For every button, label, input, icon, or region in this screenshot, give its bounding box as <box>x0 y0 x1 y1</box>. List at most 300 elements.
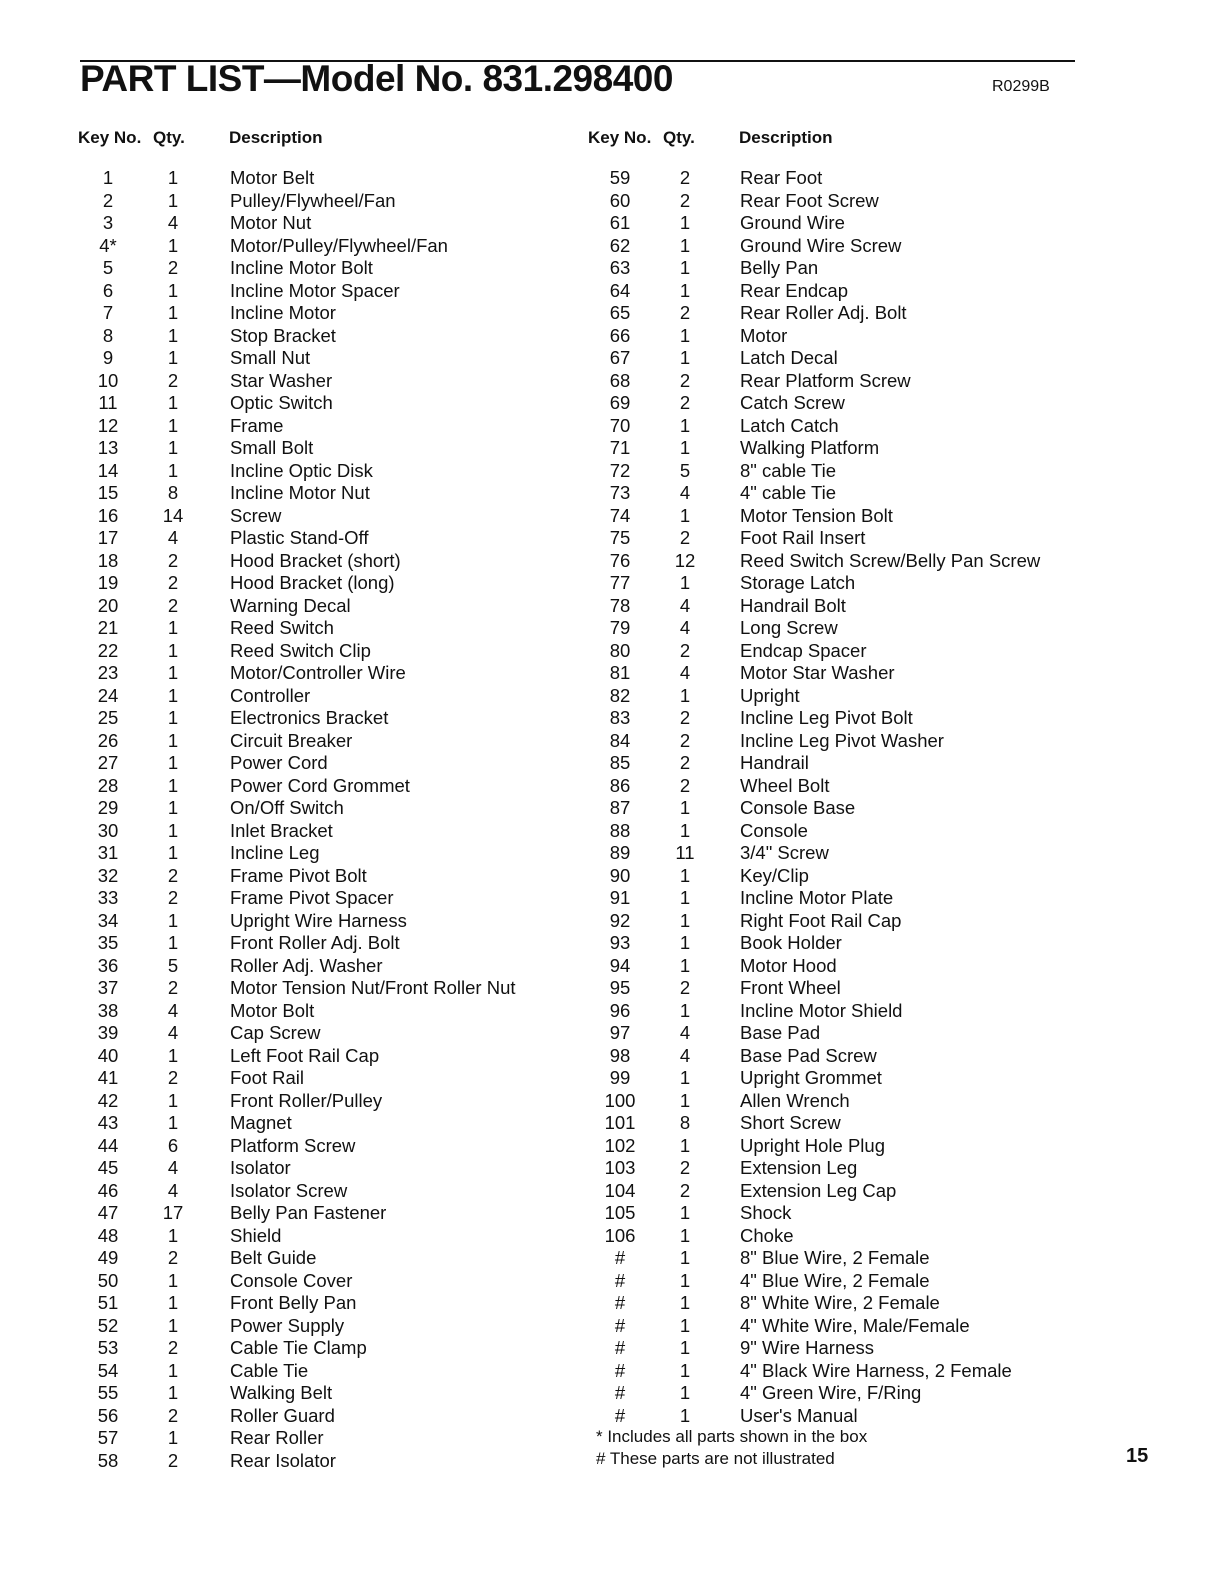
part-qty: 8 <box>679 1112 691 1133</box>
part-row <box>590 370 1070 393</box>
part-description: Allen Wrench <box>740 1089 850 1111</box>
part-description: Upright Hole Plug <box>740 1134 885 1156</box>
part-qty: 17 <box>162 1202 184 1223</box>
note-included-parts: * Includes all parts shown in the box <box>596 1427 868 1446</box>
part-key-no: # <box>614 1359 626 1381</box>
part-description: Console <box>740 819 808 841</box>
part-description: Left Foot Rail Cap <box>230 1044 380 1066</box>
part-description: Plastic Stand-Off <box>230 527 369 548</box>
part-qty: 2 <box>167 1067 179 1088</box>
part-row <box>78 190 558 213</box>
part-qty: 1 <box>679 819 691 841</box>
part-row <box>78 910 558 933</box>
part-row <box>78 977 558 1000</box>
part-qty: 1 <box>167 1382 179 1403</box>
part-row <box>78 1450 558 1473</box>
part-key-no: 13 <box>97 437 119 458</box>
part-key-no: 70 <box>609 414 631 436</box>
part-qty: 2 <box>167 1247 179 1268</box>
part-row <box>78 1427 558 1450</box>
part-description: On/Off Switch <box>230 797 344 818</box>
part-description: Pulley/Flywheel/Fan <box>230 189 396 211</box>
part-description: 3/4" Screw <box>740 842 829 863</box>
part-description: Right Foot Rail Cap <box>740 909 902 931</box>
part-description: Circuit Breaker <box>230 729 353 751</box>
part-row <box>78 1202 558 1225</box>
part-description: Handrail <box>740 752 809 773</box>
part-description: Rear Foot <box>740 167 823 188</box>
part-qty: 2 <box>679 752 691 773</box>
part-key-no: 36 <box>97 954 119 976</box>
part-key-no: 89 <box>609 842 631 863</box>
part-qty: 1 <box>167 347 179 368</box>
part-key-no: 69 <box>609 392 631 413</box>
part-qty: 1 <box>167 324 179 346</box>
part-key-no: 17 <box>97 527 119 548</box>
note-not-illustrated: # These parts are not illustrated <box>596 1449 835 1468</box>
header-description: Description <box>739 128 833 147</box>
part-row <box>590 865 1070 888</box>
part-row <box>590 1405 1070 1428</box>
part-row <box>78 212 558 235</box>
part-description: Motor Star Washer <box>740 662 895 683</box>
part-description: Ground Wire <box>740 212 845 233</box>
part-row <box>78 820 558 843</box>
part-description: Motor/Pulley/Flywheel/Fan <box>230 234 448 256</box>
part-description: Frame Pivot Spacer <box>230 887 394 908</box>
part-description: Frame Pivot Bolt <box>230 864 367 886</box>
part-description: Incline Leg Pivot Bolt <box>740 707 913 728</box>
part-qty: 1 <box>679 797 691 818</box>
part-key-no: 46 <box>97 1179 119 1201</box>
part-description: Rear Endcap <box>740 279 848 301</box>
part-description: Cable Tie <box>230 1359 309 1381</box>
part-row <box>590 1225 1070 1248</box>
part-qty: 1 <box>167 1112 179 1133</box>
part-qty: 2 <box>167 864 179 886</box>
part-qty: 1 <box>679 1247 691 1268</box>
part-key-no: 4* <box>99 234 117 256</box>
part-qty: 1 <box>679 684 691 706</box>
part-description: Walking Platform <box>740 437 880 458</box>
part-key-no: 34 <box>97 909 119 931</box>
part-description: Motor Nut <box>230 212 312 233</box>
part-row <box>78 955 558 978</box>
part-qty: 2 <box>679 707 691 728</box>
part-description: Reed Switch <box>230 617 334 638</box>
part-row <box>590 820 1070 843</box>
part-key-no: 81 <box>609 662 631 683</box>
part-row <box>590 1202 1070 1225</box>
part-key-no: 42 <box>97 1089 119 1111</box>
part-qty: 12 <box>674 549 696 571</box>
part-key-no: 67 <box>609 347 631 368</box>
part-description: Motor Belt <box>230 167 315 188</box>
left-parts-list <box>78 167 558 1472</box>
part-qty: 2 <box>167 369 179 391</box>
part-key-no: 50 <box>97 1269 119 1291</box>
part-description: Incline Optic Disk <box>230 459 373 481</box>
part-qty: 1 <box>167 684 179 706</box>
page-title: PART LIST—Model No. 831.298400 <box>80 58 673 99</box>
part-description: Extension Leg Cap <box>740 1179 897 1201</box>
part-description: Endcap Spacer <box>740 639 867 661</box>
part-description: Stop Bracket <box>230 324 336 346</box>
part-key-no: 21 <box>97 617 119 638</box>
document-code: R0299B <box>992 78 1050 95</box>
part-row <box>78 775 558 798</box>
part-row <box>78 1000 558 1023</box>
part-qty: 1 <box>679 1314 691 1336</box>
part-description: 8" cable Tie <box>740 459 837 481</box>
part-description: Book Holder <box>740 932 842 953</box>
part-row <box>78 730 558 753</box>
part-row <box>590 190 1070 213</box>
part-key-no: 88 <box>609 819 631 841</box>
part-qty: 2 <box>679 1157 691 1178</box>
part-qty: 1 <box>167 842 179 863</box>
part-description: Belly Pan <box>740 257 819 278</box>
part-description: Reed Switch Clip <box>230 639 371 661</box>
part-row <box>590 1360 1070 1383</box>
part-row <box>590 1247 1070 1270</box>
part-key-no: 61 <box>609 212 631 233</box>
part-key-no: 106 <box>604 1224 636 1246</box>
part-key-no: 1 <box>102 167 114 188</box>
part-qty: 1 <box>167 459 179 481</box>
part-qty: 2 <box>679 189 691 211</box>
part-row <box>78 617 558 640</box>
part-qty: 2 <box>679 369 691 391</box>
part-row <box>590 505 1070 528</box>
part-qty: 1 <box>167 729 179 751</box>
part-description: Incline Motor Plate <box>740 887 894 908</box>
part-key-no: 8 <box>102 324 114 346</box>
part-row <box>590 1157 1070 1180</box>
part-description: Upright Wire Harness <box>230 909 407 931</box>
part-qty: 1 <box>167 414 179 436</box>
part-description: Star Washer <box>230 369 333 391</box>
part-description: Ground Wire Screw <box>740 234 902 256</box>
part-row <box>590 235 1070 258</box>
part-key-no: 48 <box>97 1224 119 1246</box>
part-row <box>590 1112 1070 1135</box>
part-row <box>78 1337 558 1360</box>
part-row <box>78 865 558 888</box>
part-row <box>78 1135 558 1158</box>
part-description: 4" cable Tie <box>740 482 837 503</box>
part-key-no: 65 <box>609 302 631 323</box>
part-key-no: 96 <box>609 999 631 1021</box>
part-key-no: 35 <box>97 932 119 953</box>
part-qty: 1 <box>679 572 691 593</box>
part-description: Warning Decal <box>230 594 351 616</box>
part-key-no: 66 <box>609 324 631 346</box>
part-description: Choke <box>740 1224 794 1246</box>
part-key-no: 31 <box>97 842 119 863</box>
part-description: Incline Leg <box>230 842 320 863</box>
part-key-no: 87 <box>609 797 631 818</box>
part-key-no: 2 <box>102 189 114 211</box>
part-description: Isolator Screw <box>230 1179 348 1201</box>
part-qty: 2 <box>167 887 179 908</box>
part-qty: 1 <box>679 1382 691 1403</box>
part-description: Power Cord Grommet <box>230 774 410 796</box>
part-key-no: 14 <box>97 459 119 481</box>
part-row <box>590 482 1070 505</box>
part-qty: 1 <box>167 189 179 211</box>
part-row <box>78 1247 558 1270</box>
part-qty: 1 <box>679 1337 691 1358</box>
part-qty: 2 <box>167 1404 179 1426</box>
part-key-no: 6 <box>102 279 114 301</box>
part-key-no: 49 <box>97 1247 119 1268</box>
part-qty: 1 <box>679 1292 691 1313</box>
part-qty: 2 <box>167 549 179 571</box>
part-qty: 1 <box>167 909 179 931</box>
part-key-no: # <box>614 1404 626 1426</box>
part-qty: 1 <box>167 234 179 256</box>
part-description: Shock <box>740 1202 792 1223</box>
part-key-no: 37 <box>97 977 119 998</box>
part-description: Electronics Bracket <box>230 707 389 728</box>
part-description: Latch Catch <box>740 414 839 436</box>
part-qty: 2 <box>679 1179 691 1201</box>
part-row <box>78 932 558 955</box>
part-key-no: 85 <box>609 752 631 773</box>
part-row <box>78 347 558 370</box>
part-key-no: 52 <box>97 1314 119 1336</box>
part-row <box>590 1000 1070 1023</box>
part-description: Latch Decal <box>740 347 838 368</box>
part-row <box>78 1360 558 1383</box>
part-key-no: 9 <box>102 347 114 368</box>
part-row <box>590 392 1070 415</box>
part-qty: 2 <box>167 572 179 593</box>
part-row <box>590 280 1070 303</box>
part-row <box>590 572 1070 595</box>
part-row <box>78 572 558 595</box>
part-description: Cable Tie Clamp <box>230 1337 367 1358</box>
part-qty: 1 <box>167 932 179 953</box>
part-qty: 4 <box>167 527 179 548</box>
part-qty: 2 <box>679 527 691 548</box>
part-description: Platform Screw <box>230 1134 356 1156</box>
part-qty: 1 <box>679 1269 691 1291</box>
part-row <box>78 235 558 258</box>
part-description: Roller Adj. Washer <box>230 954 383 976</box>
part-qty: 5 <box>679 459 691 481</box>
part-row <box>590 1270 1070 1293</box>
part-qty: 2 <box>167 1337 179 1358</box>
part-key-no: 79 <box>609 617 631 638</box>
part-description: 8" White Wire, 2 Female <box>740 1292 940 1313</box>
part-description: Walking Belt <box>230 1382 333 1403</box>
part-key-no: 23 <box>97 662 119 683</box>
part-row <box>590 1292 1070 1315</box>
part-row <box>590 1382 1070 1405</box>
part-qty: 1 <box>679 414 691 436</box>
part-qty: 2 <box>167 977 179 998</box>
part-description: Motor Tension Nut/Front Roller Nut <box>230 977 516 998</box>
part-key-no: 33 <box>97 887 119 908</box>
part-row <box>590 662 1070 685</box>
part-row <box>78 302 558 325</box>
part-qty: 1 <box>167 707 179 728</box>
part-description: Incline Motor Spacer <box>230 279 400 301</box>
part-description: Shield <box>230 1224 282 1246</box>
part-row <box>78 505 558 528</box>
part-row <box>78 1270 558 1293</box>
part-row <box>78 662 558 685</box>
part-description: Motor <box>740 324 788 346</box>
part-description: Controller <box>230 684 311 706</box>
part-row <box>590 1315 1070 1338</box>
part-key-no: 98 <box>609 1044 631 1066</box>
part-key-no: 86 <box>609 774 631 796</box>
part-qty: 4 <box>679 482 691 503</box>
part-row <box>78 527 558 550</box>
part-description: Console Base <box>740 797 856 818</box>
part-description: Base Pad Screw <box>740 1044 877 1066</box>
part-description: Upright Grommet <box>740 1067 882 1088</box>
part-row <box>590 302 1070 325</box>
part-description: Front Belly Pan <box>230 1292 357 1313</box>
part-row <box>78 1022 558 1045</box>
part-qty: 1 <box>679 1134 691 1156</box>
part-qty: 2 <box>679 302 691 323</box>
part-description: Motor/Controller Wire <box>230 662 406 683</box>
part-qty: 2 <box>679 167 691 188</box>
part-row <box>78 1292 558 1315</box>
part-row <box>78 437 558 460</box>
part-row <box>590 212 1070 235</box>
part-key-no: 18 <box>97 549 119 571</box>
part-qty: 1 <box>167 1359 179 1381</box>
part-key-no: 78 <box>609 594 631 616</box>
header-qty: Qty. <box>153 128 185 147</box>
part-qty: 1 <box>679 257 691 278</box>
part-qty: 1 <box>167 1089 179 1111</box>
part-key-no: 82 <box>609 684 631 706</box>
part-row <box>78 685 558 708</box>
part-description: Motor Bolt <box>230 999 315 1021</box>
part-description: Rear Isolator <box>230 1449 336 1471</box>
part-qty: 2 <box>679 392 691 413</box>
part-key-no: 58 <box>97 1449 119 1471</box>
part-row <box>590 415 1070 438</box>
part-row <box>590 1090 1070 1113</box>
part-qty: 1 <box>679 347 691 368</box>
part-key-no: 59 <box>609 167 631 188</box>
part-key-no: 63 <box>609 257 631 278</box>
part-qty: 4 <box>167 1179 179 1201</box>
part-row <box>78 460 558 483</box>
part-description: Console Cover <box>230 1269 353 1291</box>
part-row <box>78 707 558 730</box>
part-qty: 1 <box>167 639 179 661</box>
part-key-no: 38 <box>97 999 119 1021</box>
part-row <box>590 527 1070 550</box>
part-description: Storage Latch <box>740 572 856 593</box>
part-description: Power Supply <box>230 1314 345 1336</box>
part-row <box>590 167 1070 190</box>
part-row <box>78 482 558 505</box>
part-qty: 8 <box>167 482 179 503</box>
part-qty: 1 <box>167 1044 179 1066</box>
part-key-no: 45 <box>97 1157 119 1178</box>
part-row <box>590 730 1070 753</box>
part-qty: 1 <box>679 1404 691 1426</box>
part-qty: 1 <box>167 662 179 683</box>
part-row <box>590 437 1070 460</box>
part-qty: 2 <box>167 594 179 616</box>
header-key-no: Key No. <box>78 128 142 147</box>
part-description: Foot Rail <box>230 1067 305 1088</box>
part-row <box>590 640 1070 663</box>
part-row <box>78 1067 558 1090</box>
part-description: Rear Roller Adj. Bolt <box>740 302 907 323</box>
part-row <box>78 1225 558 1248</box>
part-qty: 2 <box>679 977 691 998</box>
part-row <box>78 797 558 820</box>
part-row <box>590 550 1070 573</box>
part-key-no: 103 <box>604 1157 636 1178</box>
part-qty: 1 <box>167 1224 179 1246</box>
part-row <box>590 595 1070 618</box>
part-qty: 1 <box>679 504 691 526</box>
part-description: Wheel Bolt <box>740 774 830 796</box>
part-description: Magnet <box>230 1112 292 1133</box>
part-qty: 1 <box>679 999 691 1021</box>
part-row <box>78 325 558 348</box>
part-description: Inlet Bracket <box>230 819 333 841</box>
part-row <box>78 257 558 280</box>
part-description: Extension Leg <box>740 1157 858 1178</box>
part-qty: 1 <box>167 1269 179 1291</box>
part-qty: 2 <box>167 1449 179 1471</box>
part-row <box>590 1045 1070 1068</box>
part-description: Incline Motor Bolt <box>230 257 373 278</box>
part-key-no: 32 <box>97 864 119 886</box>
part-qty: 1 <box>679 1359 691 1381</box>
part-qty: 1 <box>679 437 691 458</box>
part-description: 4" Green Wire, F/Ring <box>740 1382 922 1403</box>
part-key-no: 27 <box>97 752 119 773</box>
part-key-no: 73 <box>609 482 631 503</box>
part-key-no: 68 <box>609 369 631 391</box>
part-description: Incline Leg Pivot Washer <box>740 729 944 751</box>
part-qty: 1 <box>679 954 691 976</box>
part-key-no: 91 <box>609 887 631 908</box>
part-row <box>590 685 1070 708</box>
part-description: Small Bolt <box>230 437 314 458</box>
part-qty: 1 <box>167 1292 179 1313</box>
part-description: Motor Tension Bolt <box>740 504 893 526</box>
part-key-no: # <box>614 1247 626 1268</box>
part-qty: 4 <box>167 999 179 1021</box>
part-description: Incline Motor <box>230 302 336 323</box>
part-key-no: 39 <box>97 1022 119 1043</box>
part-qty: 1 <box>167 279 179 301</box>
part-description: 4" White Wire, Male/Female <box>740 1314 970 1336</box>
part-description: Motor Hood <box>740 954 837 976</box>
part-qty: 1 <box>679 909 691 931</box>
part-qty: 1 <box>679 932 691 953</box>
part-key-no: # <box>614 1269 626 1291</box>
part-key-no: 104 <box>604 1179 636 1201</box>
part-row <box>78 887 558 910</box>
